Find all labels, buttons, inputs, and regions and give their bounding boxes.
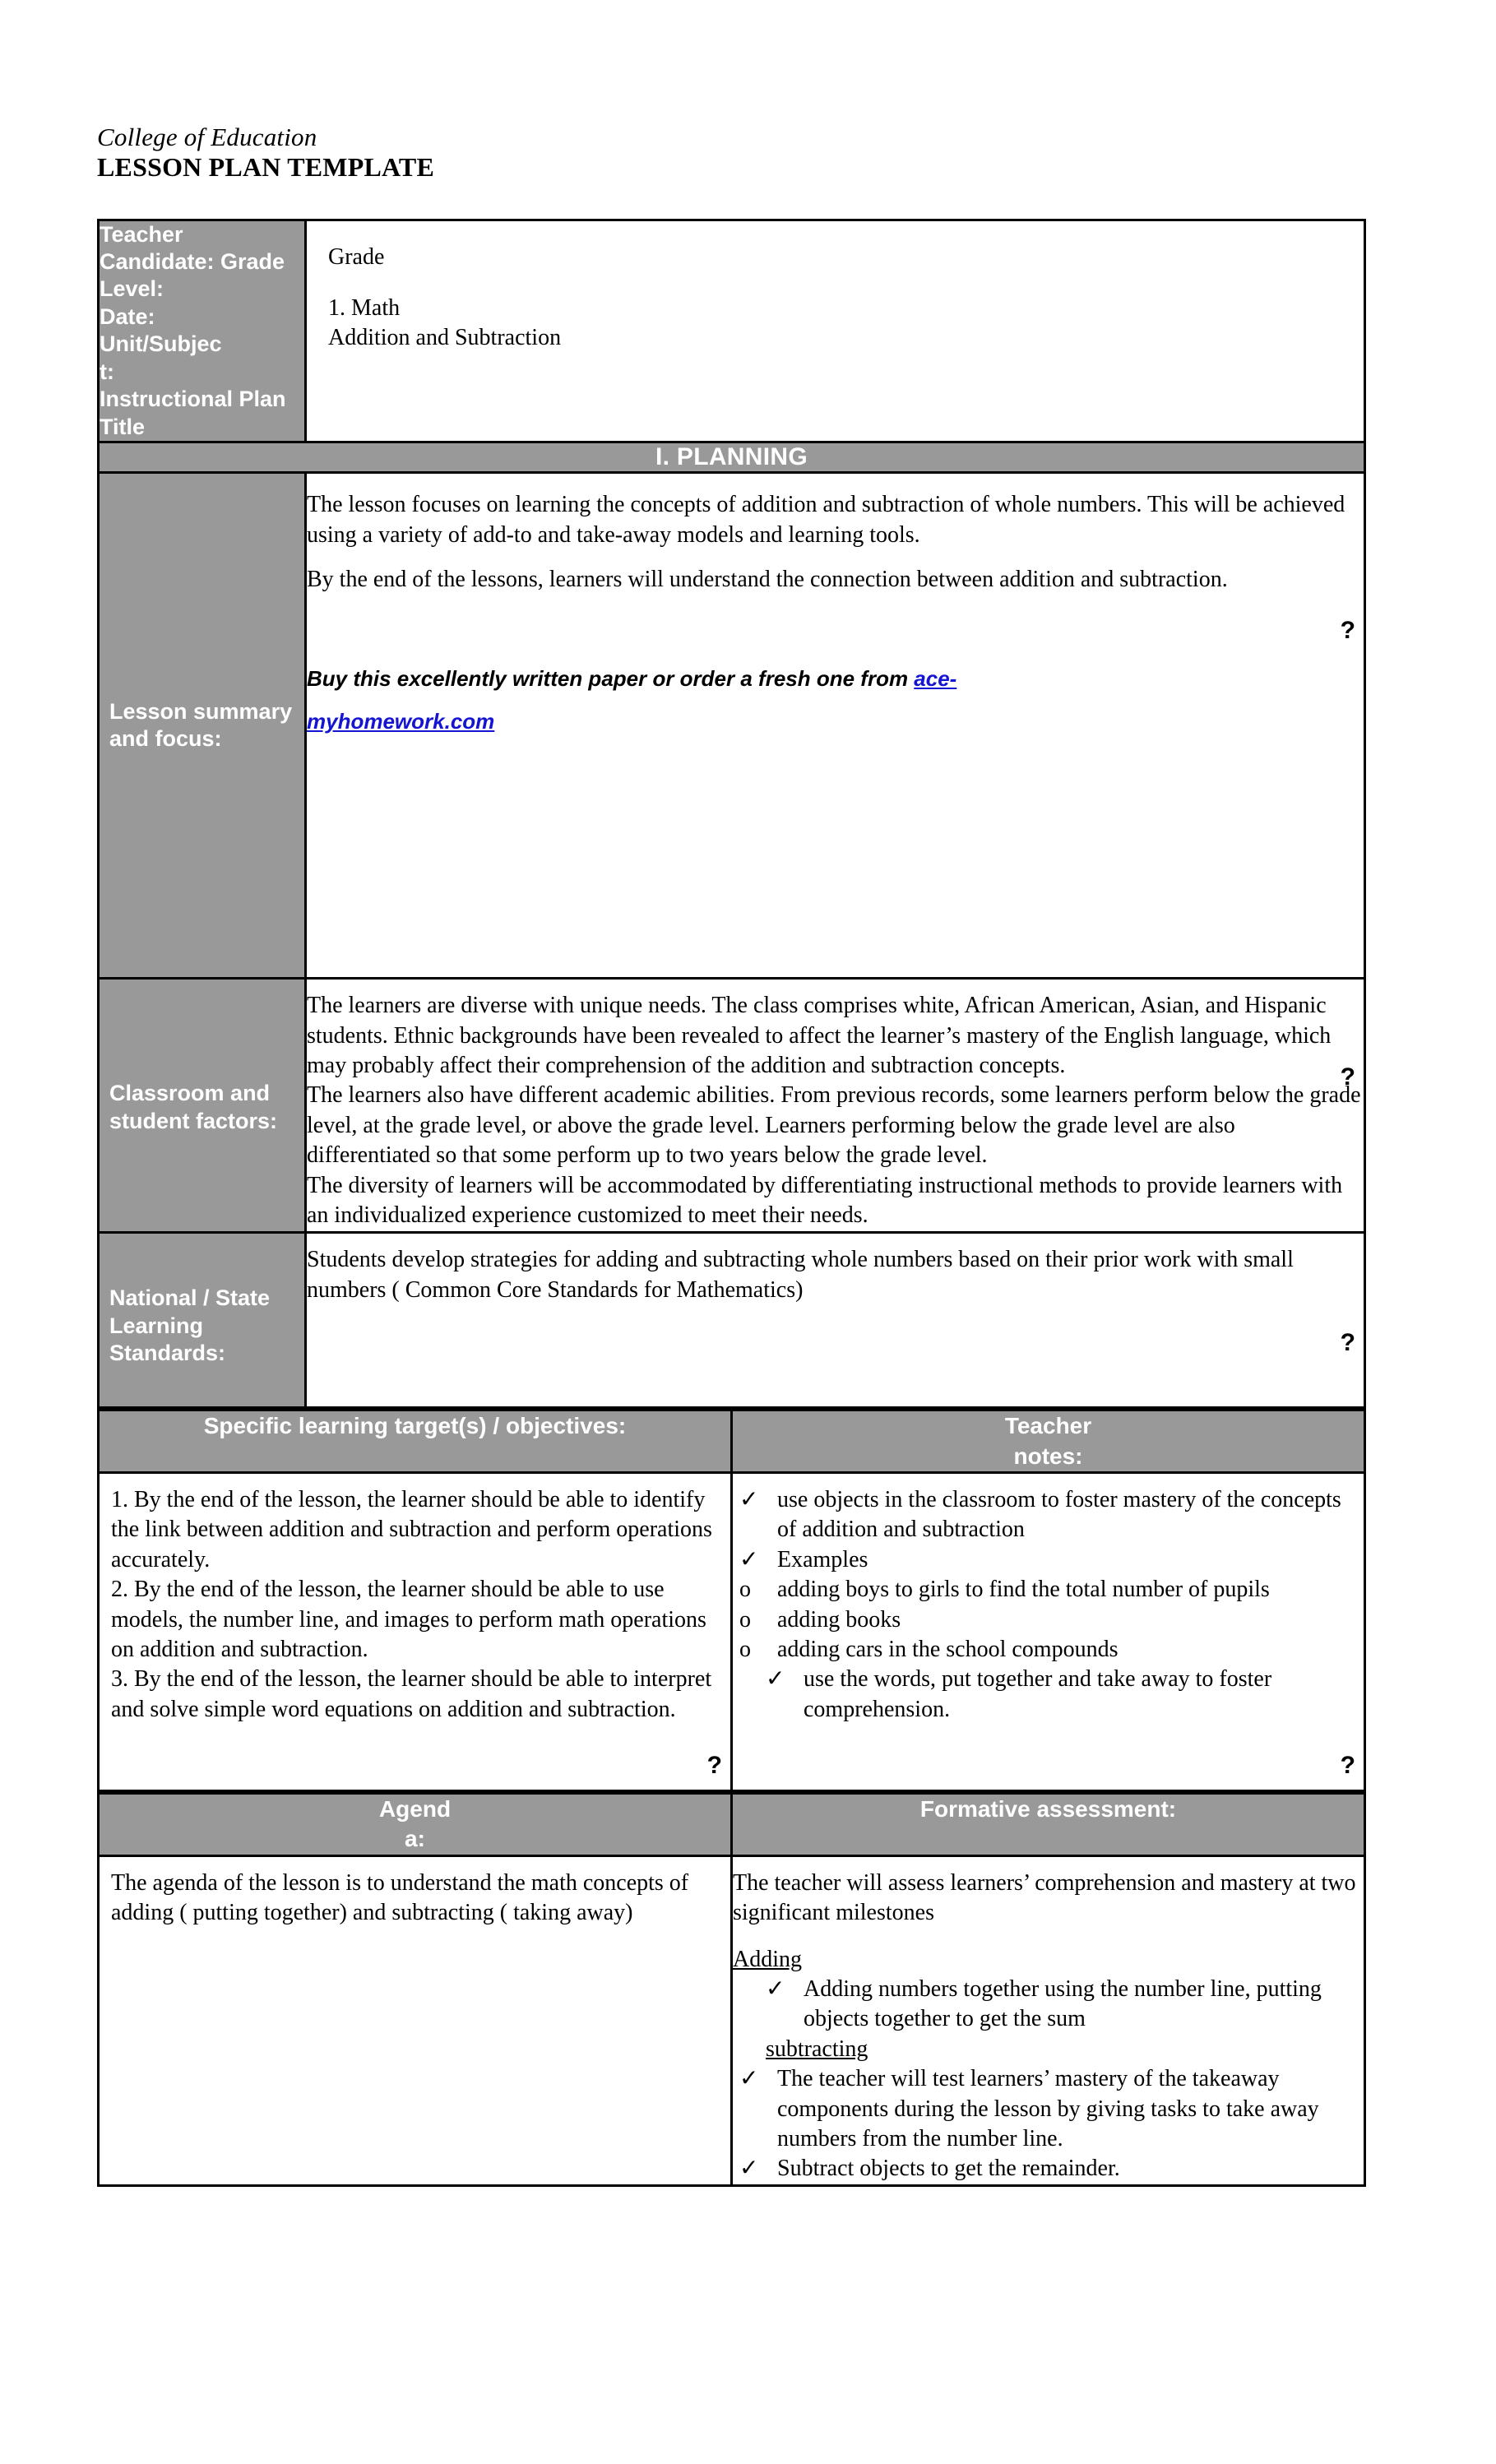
- promo-prefix: Buy this excellently written paper or order a fresh one from: [307, 666, 915, 692]
- list-item-text: Adding numbers together using the number line, putting objects together to get the sum: [804, 1976, 1322, 2032]
- classroom-factors-paragraph-2: The learners also have different academic abilities. From previous records, some learners perform below the grade level, at the grade level, or above the grade level. Learners performing below the grade level are also differentiated so that some perform up to two years below the grade level.: [307, 1082, 1361, 1169]
- lesson-summary-label-line-1: Lesson summary: [109, 698, 293, 724]
- college-name: College of Education: [97, 123, 317, 151]
- circle-bullet-icon: o: [739, 1637, 751, 1662]
- teacher-notes-header: [732, 1410, 1365, 1473]
- agenda-content: [99, 1855, 732, 2185]
- lesson-summary-marker: ?: [1340, 617, 1355, 645]
- list-item-text: Subtract objects to get the remainder.: [777, 2156, 1120, 2182]
- list-item: [733, 1605, 1364, 1635]
- lesson-plan-table: [97, 219, 1366, 1410]
- page-title: LESSON PLAN TEMPLATE: [97, 151, 435, 182]
- teacher-notes-list: [733, 1485, 1364, 1725]
- lesson-summary-paragraph-1: The lesson focuses on learning the concepts of addition and subtraction of whole numbers. This will be achieved using a variety of add-to and take-away models and learning tools.: [307, 492, 1345, 548]
- list-item-text: adding cars in the school compounds: [777, 1637, 1119, 1662]
- check-icon: ✓: [766, 1666, 785, 1693]
- list-item: [733, 2064, 1364, 2154]
- agenda-table: [97, 1792, 1366, 2187]
- classroom-factors-label-line-1: Classroom and: [109, 1081, 271, 1106]
- identity-label-line-3: Level:: [100, 276, 164, 302]
- identity-label-line-5: Unit/Subjec: [100, 331, 222, 357]
- circle-bullet-icon: o: [739, 1606, 751, 1633]
- list-item: [733, 1635, 1364, 1665]
- standards-content: [306, 1233, 1365, 1408]
- lesson-summary-row: [99, 473, 1365, 979]
- objectives-header: Specific learning target(s) / objectives:: [99, 1410, 732, 1473]
- standards-row: [99, 1233, 1365, 1408]
- lesson-summary-paragraph-2: By the end of the lessons, learners will understand the connection between addition and subtraction.: [307, 567, 1228, 593]
- agenda-header: [99, 1794, 732, 1856]
- classroom-factors-marker: ?: [1340, 1063, 1355, 1091]
- assessment-intro: The teacher will assess learners’ comprehension and mastery at two significant milestones: [733, 1869, 1356, 1926]
- classroom-factors-paragraph-3: The diversity of learners will be accommodated by differentiating instructional methods to provide learners with an individualized experience customized to meet their needs.: [307, 1172, 1343, 1228]
- agenda-header-row: [99, 1794, 1365, 1856]
- agenda-header-line-1: Agend: [378, 1796, 452, 1823]
- agenda-text: The agenda of the lesson is to understand the math concepts of adding ( putting together) and subtracting ( taking away): [111, 1869, 689, 1926]
- list-item: [733, 1575, 1364, 1605]
- assessment-subhead-subtracting: subtracting: [766, 2036, 868, 2062]
- standards-marker: ?: [1340, 1329, 1355, 1357]
- list-item-text: Examples: [777, 1546, 868, 1572]
- lesson-summary-content: [306, 473, 1365, 979]
- list-item: [733, 1485, 1364, 1545]
- check-icon: ✓: [739, 2066, 759, 2092]
- teacher-notes-content: [732, 1473, 1365, 1791]
- standards-label: [99, 1233, 306, 1408]
- objectives-content-row: [99, 1473, 1365, 1791]
- objective-item: 3. By the end of the lesson, the learner should be able to interpret and solve simple word equations on addition and subtraction.: [111, 1666, 712, 1722]
- list-item-text: adding boys to girls to find the total number of pupils: [777, 1577, 1270, 1603]
- teacher-notes-header-line-1: Teacher: [1004, 1413, 1092, 1439]
- formative-assessment-content: [732, 1855, 1365, 2185]
- check-icon: ✓: [739, 2156, 759, 2182]
- lesson-summary-label-line-2: and focus:: [109, 726, 222, 752]
- lesson-summary-label: [99, 473, 306, 979]
- promo-text: [307, 657, 1364, 743]
- check-icon: ✓: [766, 1976, 785, 2002]
- teacher-notes-marker: ?: [1340, 1752, 1355, 1780]
- objectives-header-row: [99, 1410, 1365, 1473]
- assessment-list-adding: [733, 1975, 1364, 2035]
- identity-label-line-2: Candidate: Grade: [100, 248, 285, 274]
- teacher-notes-header-line-2: notes:: [1013, 1443, 1083, 1469]
- list-item-text: use objects in the classroom to foster mastery of the concepts of addition and subtraction: [777, 1487, 1341, 1543]
- list-item: [733, 2154, 1364, 2184]
- agenda-content-row: [99, 1855, 1365, 2185]
- list-item-text: adding books: [777, 1606, 901, 1633]
- classroom-factors-row: [99, 979, 1365, 1233]
- standards-label-line-2: Learning Standards:: [109, 1313, 226, 1366]
- check-icon: ✓: [739, 1487, 759, 1513]
- identity-value-subject: 1. Math: [328, 294, 401, 321]
- document-header: [97, 123, 1364, 183]
- identity-label-cell: [99, 220, 306, 442]
- objective-item: 1. By the end of the lesson, the learner should be able to identify the link between addition and subtraction and perform operations accurately.: [111, 1487, 712, 1572]
- formative-assessment-header: Formative assessment:: [732, 1794, 1365, 1856]
- planning-band-row: [99, 442, 1365, 473]
- assessment-list-subtracting: [733, 2064, 1364, 2184]
- agenda-header-line-2: a:: [405, 1826, 425, 1852]
- list-item: [733, 1975, 1364, 2035]
- identity-label-line-6: t:: [100, 359, 114, 384]
- standards-label-line-1: National / State: [109, 1285, 271, 1311]
- list-item: [733, 1665, 1364, 1725]
- objectives-content: [99, 1473, 732, 1791]
- list-item-text: The teacher will test learners’ mastery of the takeaway components during the lesson by giving tasks to take away numbers from the number line.: [777, 2066, 1319, 2151]
- identity-value-cell: [306, 220, 1365, 442]
- classroom-factors-label-line-2: student factors:: [109, 1108, 278, 1133]
- list-item: [733, 1545, 1364, 1575]
- objectives-marker: ?: [706, 1752, 722, 1780]
- promo-link-part-2[interactable]: myhomework.com: [307, 709, 495, 734]
- identity-row: [99, 220, 1365, 442]
- assessment-subhead-adding: Adding: [733, 1946, 802, 1972]
- objectives-table: [97, 1409, 1366, 1792]
- classroom-factors-label: [99, 979, 306, 1233]
- circle-bullet-icon: o: [739, 1577, 751, 1603]
- promo-link-part-1[interactable]: ace-: [914, 666, 957, 692]
- identity-label-line-1: Teacher: [100, 221, 183, 247]
- check-icon: ✓: [739, 1546, 759, 1572]
- standards-text: Students develop strategies for adding and subtracting whole numbers based on their prior work with small numbers ( Common Core Standards for Mathematics): [307, 1247, 1294, 1303]
- identity-value-unit: Addition and Subtraction: [328, 325, 562, 351]
- identity-value-grade: Grade: [328, 243, 385, 270]
- planning-band: I. PLANNING: [99, 442, 1365, 473]
- classroom-factors-paragraph-1: The learners are diverse with unique needs. The class comprises white, African American, Asian, and Hispanic students. Ethnic backgrounds have been revealed to affect the learner’s mastery of the English language, which may probably affect their comprehension of the addition and subtraction concepts.: [307, 993, 1332, 1079]
- objective-item: 2. By the end of the lesson, the learner should be able to use models, the number line, and images to perform math operations on addition and subtraction.: [111, 1577, 706, 1662]
- classroom-factors-content: [306, 979, 1365, 1233]
- list-item-text: use the words, put together and take away to foster comprehension.: [804, 1666, 1272, 1722]
- identity-label-line-4: Date:: [100, 303, 155, 329]
- identity-label-line-7: Instructional Plan Title: [100, 387, 286, 439]
